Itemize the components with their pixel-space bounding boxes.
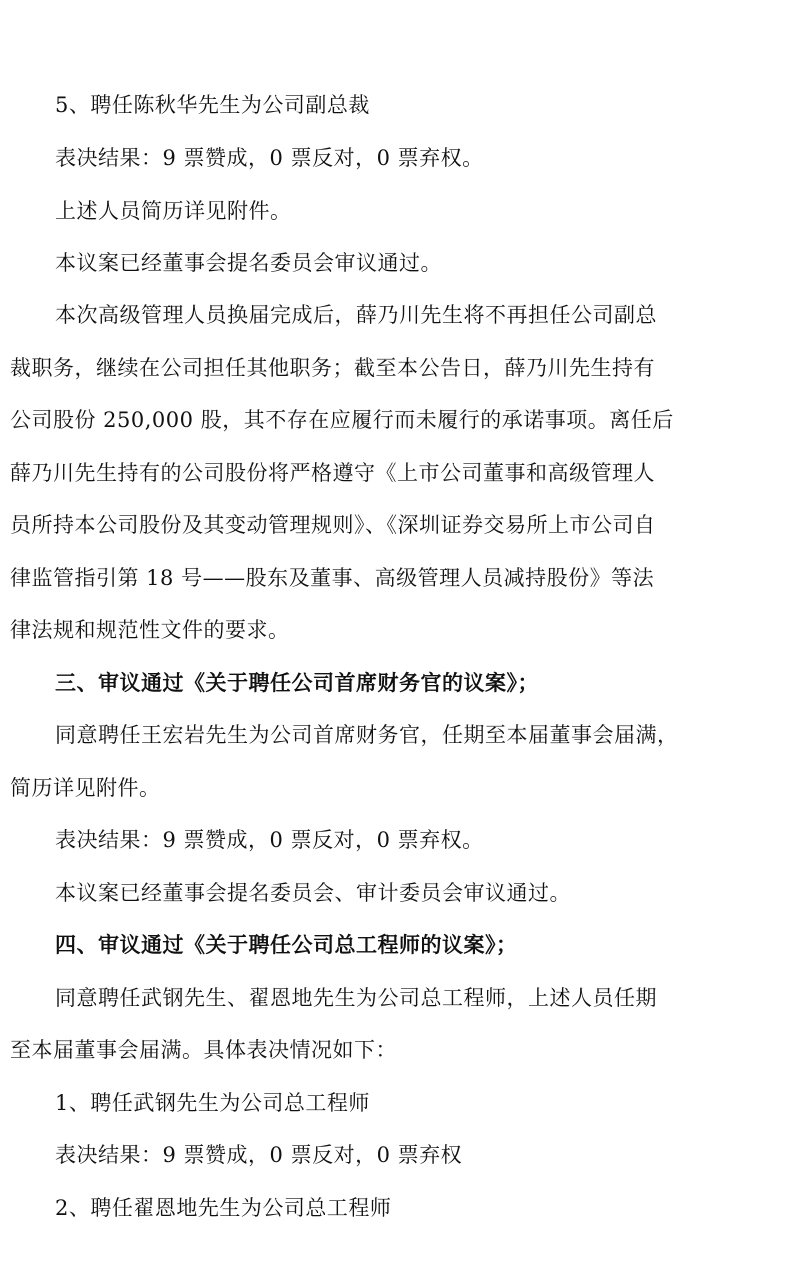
chief-engineer-appointment-line: 同意聘任武钢先生、翟恩地先生为公司总工程师，上述人员任期 (55, 986, 657, 1010)
resume-note: 上述人员简历详见附件。 (55, 199, 292, 223)
vote-result: 表决结果：9 票赞成，0 票反对，0 票弃权。 (55, 828, 484, 852)
item-2-appoint-chief-engineer: 2、聘任翟恩地先生为公司总工程师 (55, 1196, 392, 1220)
resignation-paragraph-line: 公司股份 250,000 股，其不存在应履行而未履行的承诺事项。离任后 (10, 408, 674, 432)
item-5-appoint-vice-president: 5、聘任陈秋华先生为公司副总裁 (55, 93, 370, 117)
item-1-appoint-chief-engineer: 1、聘任武钢先生为公司总工程师 (55, 1091, 370, 1115)
resignation-paragraph-line: 律法规和规范性文件的要求。 (10, 618, 290, 642)
resignation-paragraph-line: 本次高级管理人员换届完成后，薛乃川先生将不再担任公司副总 (55, 303, 657, 327)
cfo-appointment-line: 同意聘任王宏岩先生为公司首席财务官，任期至本届董事会届满， (55, 723, 679, 747)
section-3-heading: 三、审议通过《关于聘任公司首席财务官的议案》； (55, 670, 539, 695)
committee-review-note: 本议案已经董事会提名委员会审议通过。 (55, 251, 442, 275)
chief-engineer-appointment-line: 至本届董事会届满。具体表决情况如下： (10, 1038, 397, 1062)
cfo-appointment-line: 简历详见附件。 (10, 776, 161, 800)
resignation-paragraph-line: 薛乃川先生持有的公司股份将严格遵守《上市公司董事和高级管理人 (10, 461, 655, 485)
resignation-paragraph-line: 裁职务，继续在公司担任其他职务；截至本公告日，薛乃川先生持有 (10, 356, 655, 380)
resignation-paragraph-line: 员所持本公司股份及其变动管理规则》、《深圳证券交易所上市公司自 (10, 513, 656, 537)
vote-result: 表决结果：9 票赞成，0 票反对，0 票弃权。 (55, 146, 484, 170)
section-4-heading: 四、审议通过《关于聘任公司总工程师的议案》； (55, 932, 518, 957)
resignation-paragraph-line: 律监管指引第 18 号——股东及董事、高级管理人员减持股份》等法 (10, 566, 655, 590)
vote-result: 表决结果：9 票赞成，0 票反对，0 票弃权 (55, 1143, 463, 1167)
committee-review-note: 本议案已经董事会提名委员会、审计委员会审议通过。 (55, 881, 571, 905)
